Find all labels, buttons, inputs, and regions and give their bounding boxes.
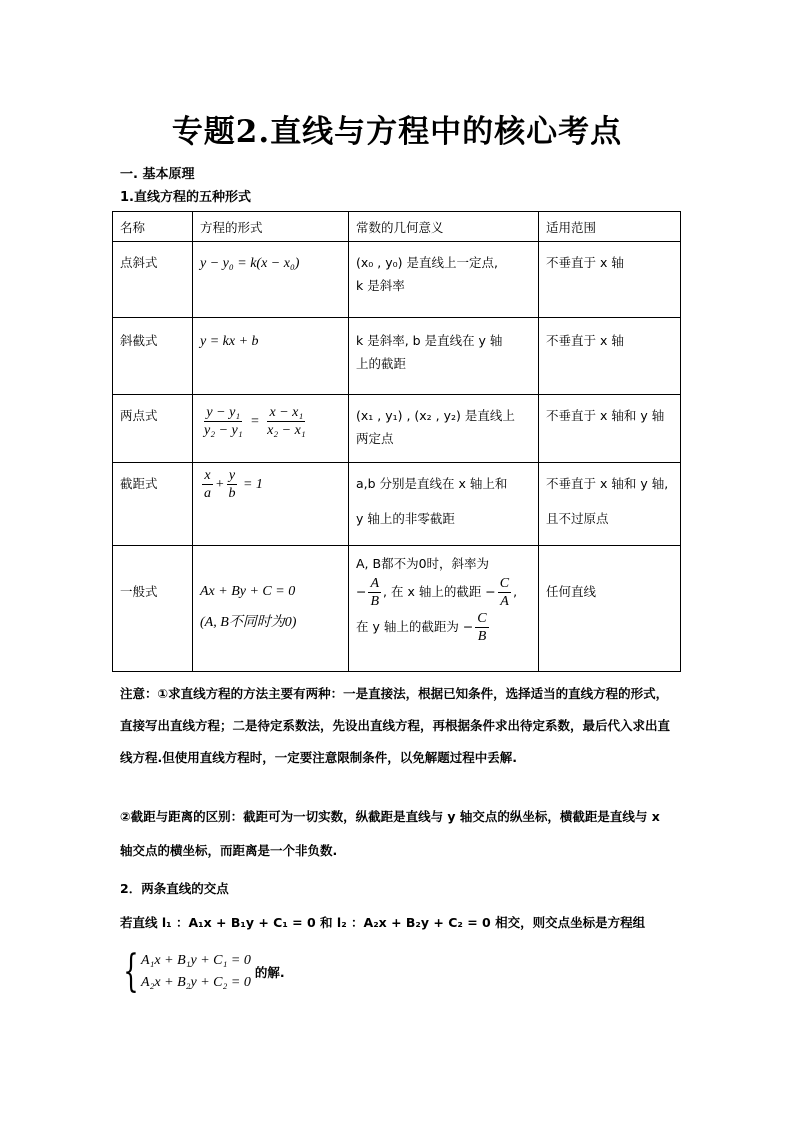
- row-equation: y − y₀ = k(x − x₀): [193, 242, 349, 318]
- table-row: [113, 463, 681, 546]
- row-name: 两点式: [113, 395, 193, 463]
- table-row: [113, 395, 681, 463]
- fraction: $\frac{C}{B}$: [477, 611, 487, 644]
- row-equation: Ax + By + C = 0 (A, B不同时为0): [193, 546, 349, 672]
- row-name: 一般式: [113, 546, 193, 672]
- fraction: $\frac{A}{B}$: [370, 576, 380, 609]
- row-scope: 任何直线: [539, 546, 681, 672]
- row-name: 斜截式: [113, 318, 193, 395]
- system-tail: 的解.: [254, 965, 285, 980]
- system-line-2: A₂x + B₂y + C₂ = 0: [141, 975, 251, 990]
- fraction: $\frac{C}{A}$: [499, 576, 510, 609]
- header-meaning: 常数的几何意义: [349, 212, 539, 242]
- row-name: 点斜式: [113, 242, 193, 318]
- row-scope: 不垂直于 x 轴: [539, 318, 681, 395]
- line-equation-forms-table: [112, 211, 681, 672]
- header-equation: 方程的形式: [193, 212, 349, 242]
- row-equation: $\frac{x}{a}$ + $\frac{y}{b}$ = 1: [193, 463, 349, 546]
- header-scope: 适用范围: [539, 212, 681, 242]
- fraction: $\frac{x}{a}$: [204, 468, 211, 501]
- system-line-1: A₁x + B₁y + C₁ = 0: [141, 953, 251, 968]
- row-meaning: (x₀ , y₀) 是直线上一定点, k 是斜率: [349, 242, 539, 318]
- section-heading: 一. 基本原理: [120, 167, 195, 182]
- row-meaning: a,b 分别是直线在 x 轴上和 y 轴上的非零截距: [349, 463, 539, 546]
- row-scope: 不垂直于 x 轴和 y 轴, 且不过原点: [539, 463, 681, 546]
- row-meaning: k 是斜率, b 是直线在 y 轴 上的截距: [349, 318, 539, 395]
- row-meaning: A, B都不为0时，斜率为 − $\frac{A}{B}$ , 在 x 轴上的截距 − $\frac{C}{A}$ , 在 y 轴上的截距为 − $\frac{C}{B}$: [349, 546, 539, 672]
- row-equation: $\frac{\text{y − y₁}}{\text{y₂ − y₁}}$ = $\frac{\text{x − x₁}}{\text{x₂ − x₁}}$: [193, 395, 349, 463]
- fraction: $\frac{y}{b}$: [228, 468, 236, 501]
- row-meaning: (x₁ , y₁) , (x₂ , y₂) 是直线上 两定点: [349, 395, 539, 463]
- fraction: $\frac{\text{x − x₁}}{\text{x₂ − x₁}}$: [267, 405, 306, 438]
- table-row: [113, 242, 681, 318]
- header-name: 名称: [113, 212, 193, 242]
- row-equation: y = kx + b: [193, 318, 349, 395]
- fraction: $\frac{\text{y − y₁}}{\text{y₂ − y₁}}$: [204, 405, 243, 438]
- note-paragraph-2: ②截距与距离的区别：截距可为一切实数，纵截距是直线与 y 轴交点的纵坐标，横截距是直线与 x 轴交点的横坐标，而距离是一个非负数.: [120, 809, 660, 858]
- page-title: 专题2.直线与方程中的核心考点: [171, 114, 623, 150]
- table-row: [113, 546, 681, 672]
- row-name: 截距式: [113, 463, 193, 546]
- intersection-text: 若直线 l₁ ：A₁x + B₁y + C₁ = 0 和 l₂ ：A₂x + B₂y + C₂ = 0 相交，则交点坐标是方程组: [120, 915, 646, 930]
- left-brace-icon: {: [123, 946, 139, 997]
- table-row: [113, 318, 681, 395]
- note-paragraph-1: 注意：①求直线方程的方法主要有两种：一是直接法，根据已知条件，选择适当的直线方程的形式，直接写出直线方程；二是待定系数法，先设出直线方程，再根据条件求出待定系数，最后代入求出直线方程.但使用直线方程时，一定要注意限制条件，以免解题过程中丢解.: [120, 686, 671, 765]
- table-header-row: [113, 212, 681, 242]
- equation-system: [117, 946, 285, 997]
- subsection-heading: 1.直线方程的五种形式: [120, 190, 251, 205]
- row-scope: 不垂直于 x 轴和 y 轴: [539, 395, 681, 463]
- row-scope: 不垂直于 x 轴: [539, 242, 681, 318]
- subsection-heading-2: 2．两条直线的交点: [120, 881, 229, 896]
